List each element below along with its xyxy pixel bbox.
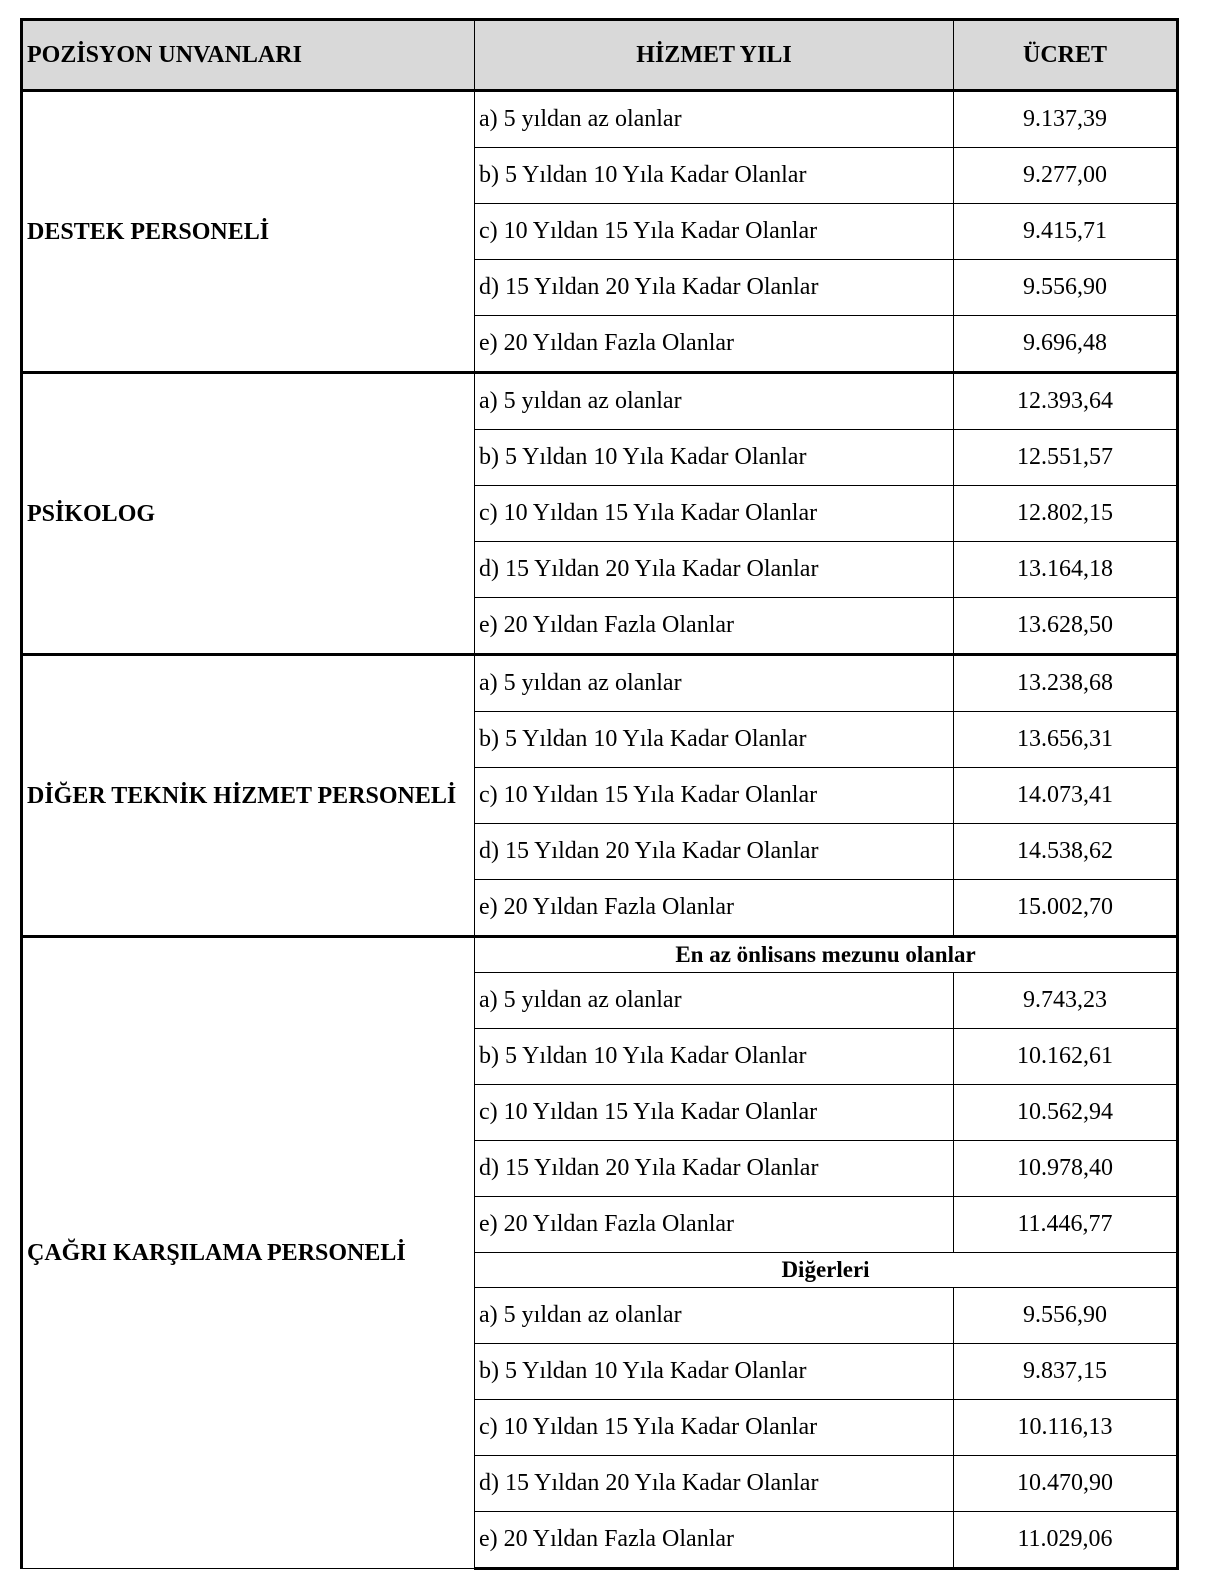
ucret-cell: 11.029,06 <box>954 1512 1178 1569</box>
ucret-cell: 10.562,94 <box>954 1085 1178 1141</box>
position-title: PSİKOLOG <box>22 373 475 655</box>
ucret-cell: 13.164,18 <box>954 542 1178 598</box>
ucret-cell: 12.393,64 <box>954 373 1178 430</box>
header-hizmet-yili: HİZMET YILI <box>475 20 954 91</box>
hizmet-yili-cell: c) 10 Yıldan 15 Yıla Kadar Olanlar <box>475 1400 954 1456</box>
hizmet-yili-cell: e) 20 Yıldan Fazla Olanlar <box>475 598 954 655</box>
subheading-row <box>22 937 1178 973</box>
hizmet-yili-cell: e) 20 Yıldan Fazla Olanlar <box>475 1512 954 1569</box>
section-subheading: En az önlisans mezunu olanlar <box>475 937 1178 973</box>
table-body <box>22 91 1178 1569</box>
ucret-cell: 9.137,39 <box>954 91 1178 148</box>
ucret-cell: 14.073,41 <box>954 768 1178 824</box>
ucret-cell: 9.277,00 <box>954 148 1178 204</box>
ucret-cell: 9.743,23 <box>954 973 1178 1029</box>
hizmet-yili-cell: d) 15 Yıldan 20 Yıla Kadar Olanlar <box>475 260 954 316</box>
position-title: DİĞER TEKNİK HİZMET PERSONELİ <box>22 655 475 937</box>
hizmet-yili-cell: e) 20 Yıldan Fazla Olanlar <box>475 316 954 373</box>
table-row <box>22 373 1178 430</box>
position-title: DESTEK PERSONELİ <box>22 91 475 373</box>
hizmet-yili-cell: d) 15 Yıldan 20 Yıla Kadar Olanlar <box>475 824 954 880</box>
ucret-cell: 9.556,90 <box>954 1288 1178 1344</box>
hizmet-yili-cell: a) 5 yıldan az olanlar <box>475 655 954 712</box>
hizmet-yili-cell: d) 15 Yıldan 20 Yıla Kadar Olanlar <box>475 1456 954 1512</box>
hizmet-yili-cell: b) 5 Yıldan 10 Yıla Kadar Olanlar <box>475 1344 954 1400</box>
hizmet-yili-cell: a) 5 yıldan az olanlar <box>475 973 954 1029</box>
ucret-cell: 14.538,62 <box>954 824 1178 880</box>
hizmet-yili-cell: b) 5 Yıldan 10 Yıla Kadar Olanlar <box>475 430 954 486</box>
hizmet-yili-cell: d) 15 Yıldan 20 Yıla Kadar Olanlar <box>475 1141 954 1197</box>
ucret-cell: 13.628,50 <box>954 598 1178 655</box>
ucret-cell: 11.446,77 <box>954 1197 1178 1253</box>
hizmet-yili-cell: c) 10 Yıldan 15 Yıla Kadar Olanlar <box>475 1085 954 1141</box>
position-title: ÇAĞRI KARŞILAMA PERSONELİ <box>22 937 475 1569</box>
ucret-cell: 10.470,90 <box>954 1456 1178 1512</box>
hizmet-yili-cell: a) 5 yıldan az olanlar <box>475 1288 954 1344</box>
hizmet-yili-cell: b) 5 Yıldan 10 Yıla Kadar Olanlar <box>475 1029 954 1085</box>
ucret-cell: 10.116,13 <box>954 1400 1178 1456</box>
header-pozisyon: POZİSYON UNVANLARI <box>22 20 475 91</box>
section-subheading: Diğerleri <box>475 1253 1178 1288</box>
ucret-cell: 9.415,71 <box>954 204 1178 260</box>
table-row <box>22 91 1178 148</box>
table-row <box>22 655 1178 712</box>
hizmet-yili-cell: b) 5 Yıldan 10 Yıla Kadar Olanlar <box>475 712 954 768</box>
ucret-cell: 13.656,31 <box>954 712 1178 768</box>
header-row <box>22 20 1178 91</box>
hizmet-yili-cell: c) 10 Yıldan 15 Yıla Kadar Olanlar <box>475 486 954 542</box>
hizmet-yili-cell: d) 15 Yıldan 20 Yıla Kadar Olanlar <box>475 542 954 598</box>
ucret-cell: 15.002,70 <box>954 880 1178 937</box>
salary-table <box>20 18 1179 1570</box>
hizmet-yili-cell: e) 20 Yıldan Fazla Olanlar <box>475 1197 954 1253</box>
hizmet-yili-cell: c) 10 Yıldan 15 Yıla Kadar Olanlar <box>475 204 954 260</box>
ucret-cell: 10.978,40 <box>954 1141 1178 1197</box>
ucret-cell: 9.837,15 <box>954 1344 1178 1400</box>
salary-table-container <box>20 18 1176 1570</box>
ucret-cell: 9.556,90 <box>954 260 1178 316</box>
ucret-cell: 12.551,57 <box>954 430 1178 486</box>
ucret-cell: 10.162,61 <box>954 1029 1178 1085</box>
hizmet-yili-cell: b) 5 Yıldan 10 Yıla Kadar Olanlar <box>475 148 954 204</box>
ucret-cell: 13.238,68 <box>954 655 1178 712</box>
ucret-cell: 9.696,48 <box>954 316 1178 373</box>
hizmet-yili-cell: e) 20 Yıldan Fazla Olanlar <box>475 880 954 937</box>
ucret-cell: 12.802,15 <box>954 486 1178 542</box>
hizmet-yili-cell: a) 5 yıldan az olanlar <box>475 373 954 430</box>
hizmet-yili-cell: c) 10 Yıldan 15 Yıla Kadar Olanlar <box>475 768 954 824</box>
hizmet-yili-cell: a) 5 yıldan az olanlar <box>475 91 954 148</box>
header-ucret: ÜCRET <box>954 20 1178 91</box>
